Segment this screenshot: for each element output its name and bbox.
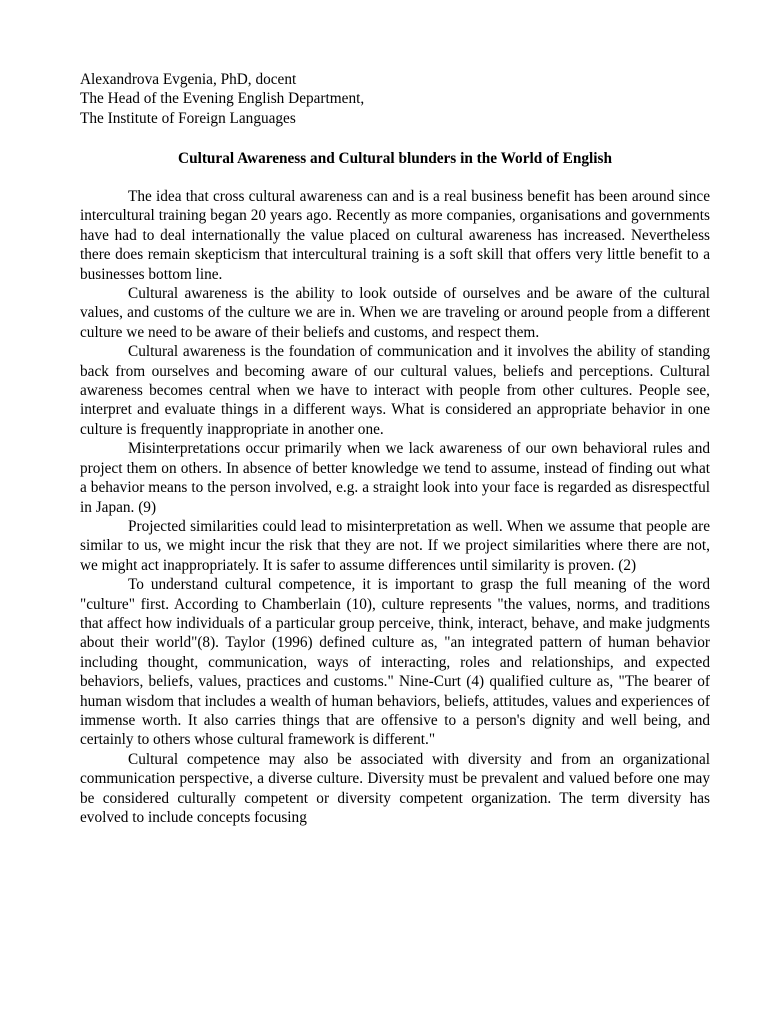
document-body [80, 187, 710, 827]
paragraph: Projected similarities could lead to misinterpretation as well. When we assume that people are similar to us, we might incur the risk that they are not. If we project similarities where there are not, we might act inappropriately. It is safer to assume differences until similarity is proven. (2) [80, 517, 710, 574]
author-name: Alexandrova Evgenia, PhD, docent [80, 71, 297, 88]
paragraph: The idea that cross cultural awareness can and is a real business benefit has been around since intercultural training began 20 years ago. Recently as more companies, organisations and governments have had to deal internationally the value placed on cultural awareness has increased. Nevertheless there does remain skepticism that intercultural training is a soft skill that offers very little benefit to a businesses bottom line. [80, 188, 710, 283]
document-title: Cultural Awareness and Cultural blunders in the World of English [178, 150, 612, 167]
author-block [80, 70, 710, 128]
paragraph: Cultural awareness is the ability to look outside of ourselves and be aware of the cultural values, and customs of the culture we are in. When we are traveling or around people from a different culture we need to be aware of their beliefs and customs, and respect them. [80, 285, 710, 341]
paragraph: Cultural awareness is the foundation of communication and it involves the ability of standing back from ourselves and becoming aware of our cultural values, beliefs and perceptions. Cultural awareness becomes central when we have to interact with people from other cultures. People see, interpret and evaluate things in a different ways. What is considered an appropriate behavior in one culture is frequently inappropriate in another one. [80, 343, 710, 438]
author-institute: The Institute of Foreign Languages [80, 109, 296, 127]
paragraph: To understand cultural competence, it is important to grasp the full meaning of the word "culture" first. According to Chamberlain (10), culture represents "the values, norms, and traditions that affect how individuals of a particular group perceive, think, interact, behave, and make judgments about their world"(8). Taylor (1996) defined culture as, "an integrated pattern of human behavior including thought, communication, ways of interacting, roles and relationships, and expected behaviors, beliefs, values, practices and customs." Nine-Curt (4) qualified culture as, "The bearer of human wisdom that includes a wealth of human behaviors, beliefs, attitudes, values and experiences of immense worth. It also carries things that are offensive to a person's dignity and well being, and certainly to others whose cultural framework is different." [80, 576, 710, 749]
paragraph: Misinterpretations occur primarily when we lack awareness of our own behavioral rules and project them on others. In absence of better knowledge we tend to assume, instead of finding out what a behavior means to the person involved, e.g. a straight look into your face is regarded as disrespectful in Japan. (9) [80, 440, 710, 516]
author-position: The Head of the Evening English Department, [80, 90, 365, 108]
paragraph: Cultural competence may also be associated with diversity and from an organizational communication perspective, a diverse culture. Diversity must be prevalent and valued before one may be considered culturally competent or diversity competent organization. The term diversity has evolved to include concepts focusing [80, 750, 710, 826]
